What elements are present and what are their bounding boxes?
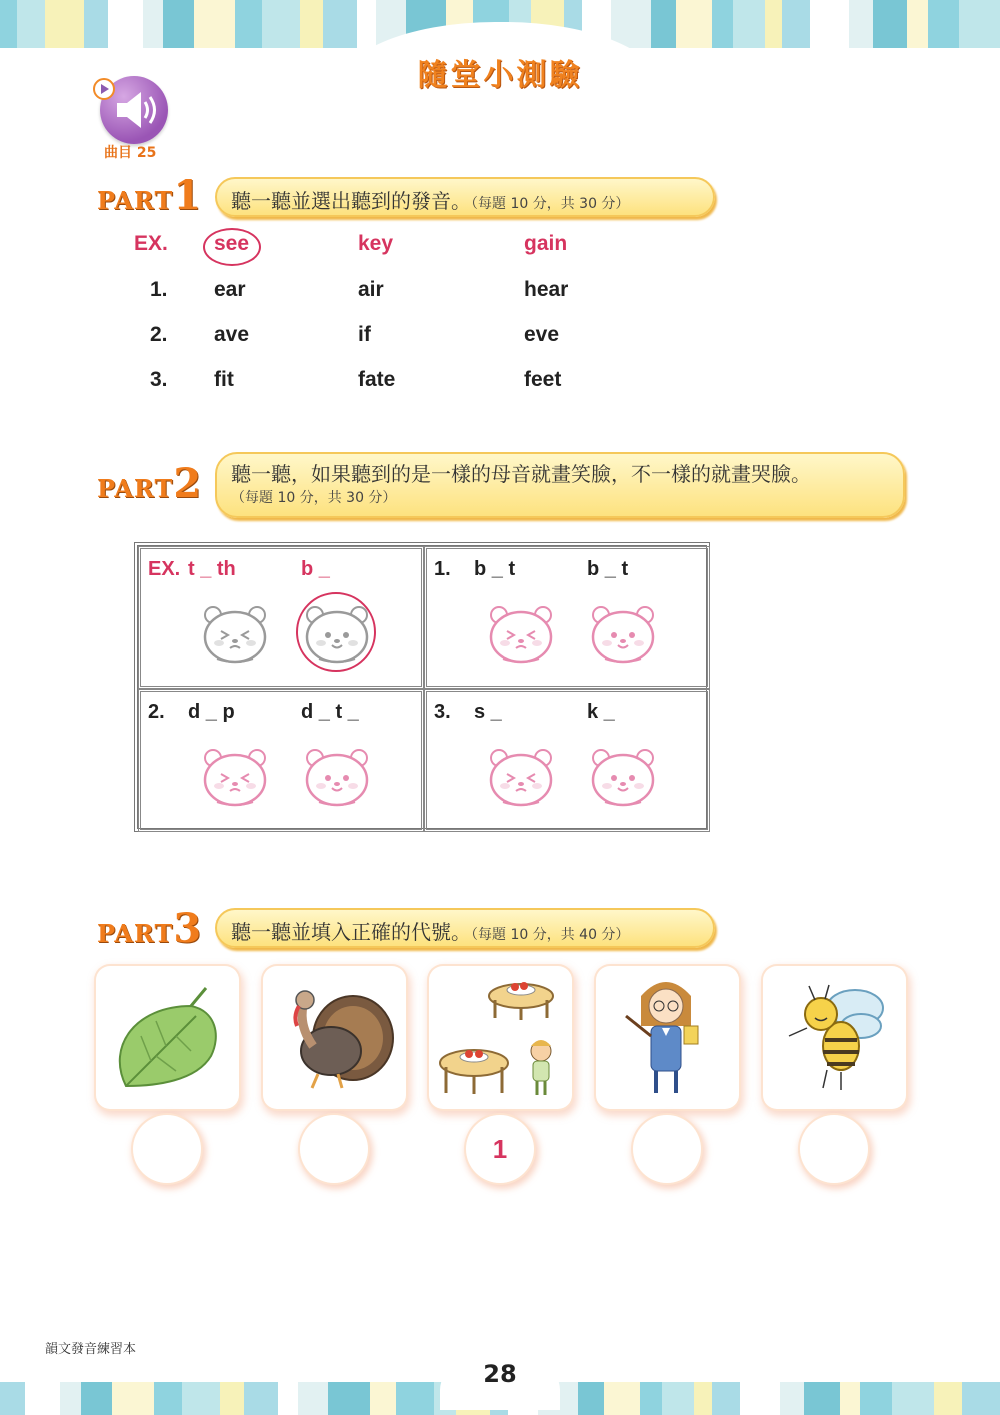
word-choice[interactable]: if [358,323,371,346]
answer-circle-teacher[interactable] [633,1115,701,1183]
item-number: EX. [134,232,168,255]
crying-face-icon[interactable] [485,601,557,671]
stripe [694,1382,712,1415]
stripe [892,1382,934,1415]
example-answer-circle [296,592,376,672]
turkey-picture [263,966,406,1109]
word-choice[interactable]: key [358,232,394,255]
word-choice[interactable]: eve [524,323,560,346]
part2-score: （每題 10 分，共 30 分） [231,490,397,506]
stripe [300,0,323,48]
crying-face-icon[interactable] [199,744,271,814]
page-title: 隨堂小測驗 [417,58,583,93]
part2-grid [134,542,710,832]
stripe [163,0,194,48]
part-label: PART [97,474,174,503]
answer-circle-tables[interactable]: 1 [466,1115,534,1183]
word-pattern: d _ p [188,701,235,723]
part1-score: （每題 10 分，共 30 分） [471,196,630,212]
teacher-picture [596,966,739,1109]
stripe [733,0,765,48]
stripe [640,1382,662,1415]
item-number: EX. [148,558,181,580]
part3-score: （每題 10 分，共 40 分） [471,927,630,943]
stripe [0,0,17,48]
crying-face-icon[interactable] [199,601,271,671]
stripe [849,0,873,48]
stripe [17,0,45,48]
word-pattern: b _ t [587,558,629,580]
page-number: 28 [483,1360,517,1388]
grid-cell [138,689,424,832]
stripe [712,1382,741,1415]
stripe [112,1382,154,1415]
stripe [25,1382,60,1415]
stripe [962,1382,1000,1415]
word-pattern: b _ t [474,558,516,580]
answer-circle-leaf[interactable] [133,1115,201,1183]
word-choice[interactable]: see [214,232,250,255]
item-number: 1. [434,558,451,580]
stripe [676,0,712,48]
stripe [154,1382,182,1415]
answer-circle-bee[interactable] [800,1115,868,1183]
stripe [45,0,84,48]
stripe [662,1382,694,1415]
stripe [278,1382,298,1415]
item-number: 3. [150,368,168,391]
word-choice[interactable]: fate [358,368,396,391]
stripe [182,1382,220,1415]
grid-cell [424,546,710,689]
word-choice[interactable]: feet [524,368,562,391]
stripe [298,1382,328,1415]
word-pattern: k _ [587,701,615,723]
picture-card-bee [763,966,906,1109]
picture-card-teacher [596,966,739,1109]
stripe [143,0,163,48]
stripe [81,1382,112,1415]
play-icon[interactable] [93,78,115,100]
part-label: PART [97,186,174,215]
word-choice[interactable]: air [358,278,384,301]
part-label: PART [97,919,174,948]
stripe [0,1382,25,1415]
stripe [578,1382,604,1415]
book-title: 韻文發音練習本 [45,1342,137,1357]
answer-circle-turkey[interactable] [300,1115,368,1183]
word-pattern: t _ th [188,558,236,580]
smiley-face-icon[interactable] [587,601,659,671]
grid-cell [424,689,710,832]
part1-heading [97,172,201,219]
part3-instruction-box [215,908,715,948]
word-choice[interactable]: hear [524,278,569,301]
part3-instruction: 聽一聽並填入正確的代號。 [231,920,471,944]
grid-cell-example [138,546,424,689]
item-number: 1. [150,278,168,301]
stripe [611,0,651,48]
smiley-face-icon[interactable] [587,744,659,814]
picture-card-leaf [96,966,239,1109]
stripe [235,0,262,48]
stripe [959,0,1000,48]
leaf-picture [96,966,239,1109]
stripe [220,1382,244,1415]
word-choice[interactable]: gain [524,232,568,255]
stripe [108,0,143,48]
part1-instruction-box [215,177,715,217]
word-choice[interactable]: fit [214,368,234,391]
stripe [765,0,782,48]
crying-face-icon[interactable] [485,744,557,814]
stripe [244,1382,278,1415]
item-number: 2. [150,323,168,346]
stripe [262,0,300,48]
stripe [840,1382,861,1415]
part1-instruction: 聽一聽並選出聽到的發音。 [231,189,471,213]
stripe [873,0,908,48]
item-number: 3. [434,701,451,723]
bee-picture [763,966,906,1109]
word-choice[interactable]: ave [214,323,250,346]
picture-card-turkey [263,966,406,1109]
word-choice[interactable]: ear [214,278,246,301]
part3-heading [97,905,201,952]
picture-card-tables [429,966,572,1109]
part-number: 3 [173,905,202,952]
stripe [740,1382,779,1415]
stripe [928,0,959,48]
stripe [907,0,927,48]
word-pattern: s _ [474,701,502,723]
word-pattern: b _ [301,558,330,580]
stripe [396,1382,433,1415]
stripe [810,0,849,48]
track-label: 曲目 25 [104,145,157,161]
smiley-face-icon[interactable] [301,744,373,814]
stripe [194,0,235,48]
stripe [60,1382,81,1415]
stripe [604,1382,640,1415]
stripe [328,1382,369,1415]
part-number: 2 [173,460,202,507]
stripe [860,1382,891,1415]
stripe [780,1382,805,1415]
stripe [804,1382,839,1415]
stripe [934,1382,962,1415]
part2-instruction-box [215,452,905,518]
stripe [84,0,108,48]
stripe [370,1382,397,1415]
stripe [323,0,357,48]
part2-heading [97,460,201,507]
part-number: 1 [173,172,202,219]
stripe [357,0,376,48]
tables-picture [429,966,572,1109]
item-number: 2. [148,701,165,723]
stripe [712,0,733,48]
stripe [782,0,810,48]
word-pattern: d _ t _ [301,701,359,723]
stripe [651,0,676,48]
part2-instruction: 聽一聽，如果聽到的是一樣的母音就畫笑臉，不一樣的就畫哭臉。 [231,462,811,486]
